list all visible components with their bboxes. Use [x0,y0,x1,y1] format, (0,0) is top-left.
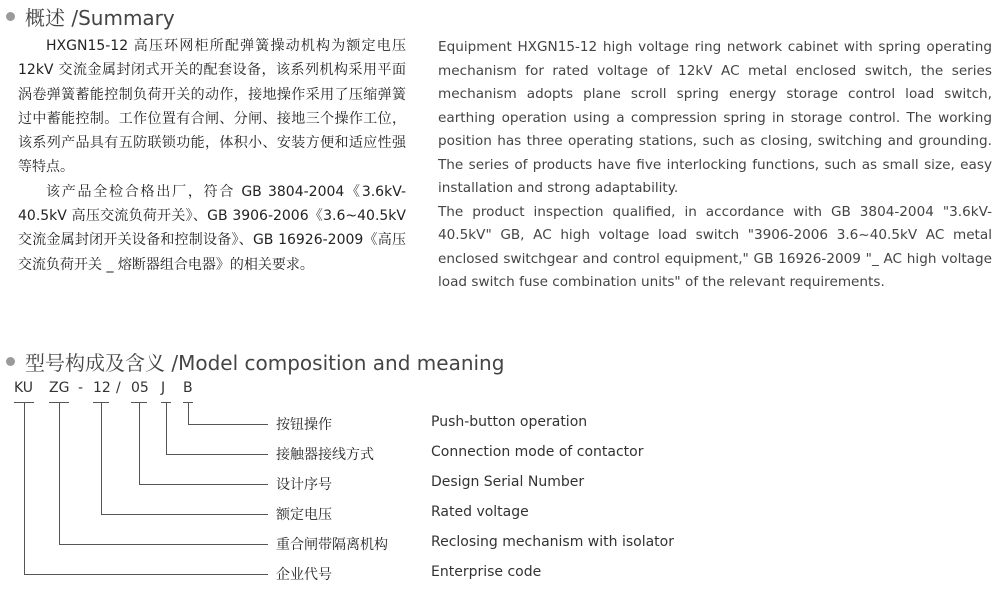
model-heading [6,347,504,376]
leader-line [24,402,25,574]
code-part-b: B [183,380,193,396]
cn-paragraph: HXGN15-12 高压环网柜所配弹簧操动机构为额定电压 12kV 交流金属封闭式开关的配套设备，该系列机构采用平面涡卷弹簧蓄能控制负荷开关的动作，接地操作采用了压缩弹簧过中蓄能控制。工作位置有合闸、分闸、接地三个操作工位，该系列产品具有五防联锁功能，体积小、安装方便和适应性强等特点。 [18,38,406,176]
en-paragraph: Equipment HXGN15-12 high voltage ring network cabinet with spring operating mechanism for rated voltage of 12kV AC metal enclosed switch, the series mechanism adopts plane scroll spring energy storage control load switch, earthing operation using a compression spring in storage control. The working position has three operating stations, such as closing, switching and grounding. The series of products have five interlocking functions, such as small size, easy installation and strong adaptability. [438,39,992,196]
code-part-slash: / [116,380,121,396]
leader-line [166,454,268,455]
leader-line [59,402,60,544]
meaning-en: Rated voltage [431,504,529,520]
meaning-en: Design Serial Number [431,474,585,490]
meaning-en: Enterprise code [431,564,542,580]
leader-line [139,484,268,485]
code-part-05: 05 [131,380,149,396]
leader-line [24,574,268,575]
leader-line [166,402,167,454]
bullet-icon [6,12,15,21]
meaning-cn: 接触器接线方式 [276,447,374,463]
bullet-icon [6,357,15,366]
meaning-en: Connection mode of contactor [431,444,644,460]
meaning-cn: 额定电压 [276,507,332,523]
leader-line [101,514,268,515]
summary-chinese-text [18,34,406,277]
meaning-en: Reclosing mechanism with isolator [431,534,674,550]
meaning-cn: 重合闸带隔离机构 [276,537,388,553]
model-code-diagram [0,380,220,580]
model-heading-text: 型号构成及含义 /Model composition and meaning [25,351,505,375]
code-part-dash: - [78,380,84,396]
leader-line [188,402,189,424]
meaning-cn: 企业代号 [276,567,332,583]
code-part-zg: ZG [49,380,70,396]
en-paragraph: The product inspection qualified, in accordance with GB 3804-2004 "3.6kV-40.5kV" GB, AC high voltage load switch "3906-2006 3.6~40.5kV AC metal enclosed switchgear and control equipment," GB 16926-2009 "_ AC high voltage load switch fuse combination units" of the relevant requirements. [438,203,992,290]
meaning-cn: 按钮操作 [276,417,332,433]
leader-line [188,424,268,425]
leader-line [101,402,102,514]
code-part-12: 12 [93,380,111,396]
code-part-j: J [161,380,166,396]
leader-line [139,402,140,484]
meaning-cn: 设计序号 [276,477,332,493]
summary-english-text [438,36,992,295]
meaning-en: Push-button operation [431,414,588,430]
leader-line [59,544,268,545]
cn-paragraph: 该产品全检合格出厂，符合 GB 3804-2004《3.6kV-40.5kV 高压交流负荷开关》、GB 3906-2006《3.6~40.5kV 交流金属封闭开关设备和控制设备》、GB 16926-2009《高压交流负荷开关 _ 熔断器组合电器》的相关要求。 [18,183,406,273]
summary-heading-text: 概述 /Summary [25,6,175,30]
code-part-ku: KU [14,380,34,396]
summary-heading [6,2,175,31]
